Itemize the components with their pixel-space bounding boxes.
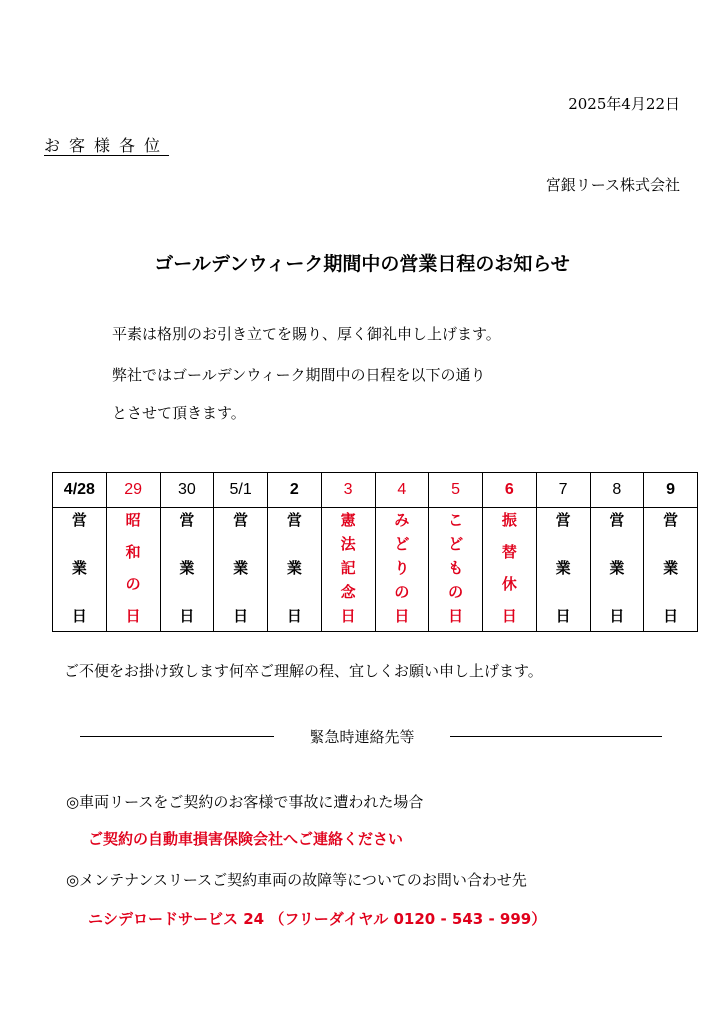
date-cell: 4/28 [53,473,107,508]
label-char: 業 [609,559,625,577]
schedule-table [52,472,698,632]
label-char: 記 [340,559,356,577]
label-char: 業 [286,559,302,577]
apology-text: ご不便をお掛け致します何卒ご理解の程、宜しくお願い申し上げます。 [64,662,543,680]
greeting-line-1: 平素は格別のお引き立てを賜り、厚く御礼申し上げます。 [112,325,501,343]
label-char: 日 [663,607,679,625]
date-cell: 6 [483,473,537,508]
label-char: 休 [501,575,517,593]
date-cell: 7 [536,473,590,508]
label-char: み [394,511,410,529]
contact-note-insurance: ご契約の自動車損害保険会社へご連絡ください [88,830,404,848]
label-char: 和 [125,543,141,561]
label-char: 業 [233,559,249,577]
contact-item-accident: ◎車両リースをご契約のお客様で事故に遭われた場合 [66,793,424,811]
label-char: 日 [340,607,356,625]
label-char: 営 [609,511,625,529]
date-cell: 5 [429,473,483,508]
label-char: 業 [179,559,195,577]
label-char: 日 [125,607,141,625]
label-char: 営 [663,511,679,529]
label-char: こ [448,511,464,529]
label-char: 念 [340,583,356,601]
label-char: 営 [233,511,249,529]
label-cell [321,508,375,632]
label-char: 日 [501,607,517,625]
label-cell [53,508,107,632]
label-char: 業 [71,559,87,577]
label-cell [590,508,644,632]
label-char: 憲 [340,511,356,529]
label-char: 日 [609,607,625,625]
date-cell: 4 [375,473,429,508]
emergency-heading: 緊急時連絡先等 [309,728,415,746]
contact-item-maintenance: ◎メンテナンスリースご契約車両の故障等についてのお問い合わせ先 [66,871,527,889]
label-cell [268,508,322,632]
label-char: 日 [286,607,302,625]
document-date: 2025年4月22日 [568,95,680,113]
label-cell [483,508,537,632]
contact-note-road-service: ニシデロードサービス 24 （フリーダイヤル 0120 - 543 - 999） [88,910,547,928]
addressee: お客様各位 [44,136,170,155]
label-char: 営 [71,511,87,529]
schedule-labels-row [53,508,698,632]
label-cell [160,508,214,632]
divider-right [450,736,662,737]
label-char: の [394,583,410,601]
label-cell [214,508,268,632]
label-char: 昭 [125,511,141,529]
label-char: ど [448,535,464,553]
label-char: 日 [394,607,410,625]
label-char: も [448,559,464,577]
date-cell: 9 [644,473,698,508]
label-char: 日 [71,607,87,625]
date-cell: 5/1 [214,473,268,508]
label-char: 業 [555,559,571,577]
label-char: 日 [179,607,195,625]
date-cell: 30 [160,473,214,508]
greeting-line-2: 弊社ではゴールデンウィーク期間中の日程を以下の通り [112,366,486,384]
label-char: 日 [555,607,571,625]
company-name: 宮銀リース株式会社 [545,176,680,194]
label-char: ど [394,535,410,553]
schedule-dates-row [53,473,698,508]
label-char: 振 [501,511,517,529]
label-char: の [125,575,141,593]
greeting-line-3: とさせて頂きます。 [112,404,246,422]
label-char: 営 [179,511,195,529]
label-cell [106,508,160,632]
label-char: 営 [555,511,571,529]
label-char: り [394,559,410,577]
notice-title: ゴールデンウィーク期間中の営業日程のお知らせ [154,253,570,275]
date-cell: 3 [321,473,375,508]
date-cell: 8 [590,473,644,508]
label-char: 営 [286,511,302,529]
label-char: 業 [663,559,679,577]
label-cell [375,508,429,632]
date-cell: 29 [106,473,160,508]
label-char: 法 [340,535,356,553]
label-cell [429,508,483,632]
label-char: 替 [501,543,517,561]
label-cell [536,508,590,632]
label-char: 日 [233,607,249,625]
label-char: の [448,583,464,601]
label-char: 日 [448,607,464,625]
label-cell [644,508,698,632]
date-cell: 2 [268,473,322,508]
